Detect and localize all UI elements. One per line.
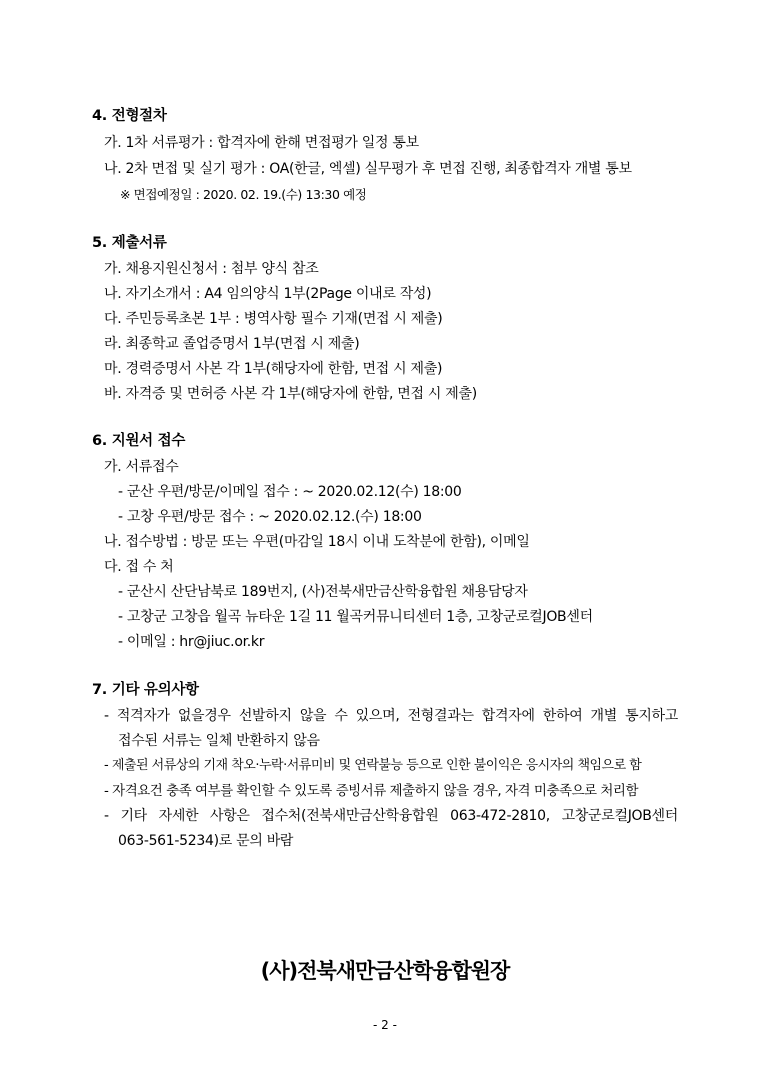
section-7-item-4: - 기타 자세한 사항은 접수처(전북새만금산학융합원 063-472-2810, 고창군로컬JOB센터 <box>104 808 678 824</box>
section-5-item-2: 나. 자기소개서 : A4 임의양식 1부(2Page 이내로 작성) <box>104 286 432 302</box>
section-6-item-a: 가. 서류접수 <box>104 459 179 475</box>
section-7-item-2: - 제출된 서류상의 기재 착오·누락·서류미비 및 연락불능 등으로 인한 불이익은 응시자의 책임으로 함 <box>104 758 642 773</box>
section-6-email: - 이메일 : hr@jiuc.or.kr <box>118 634 265 650</box>
section-6-heading: 6. 지원서 접수 <box>92 433 186 449</box>
section-6-a-sub-2: - 고창 우편/방문 접수 : ~ 2020.02.12.(수) 18:00 <box>118 509 422 525</box>
section-7-item-1-cont: 접수된 서류는 일체 반환하지 않음 <box>118 733 320 749</box>
issuer-signature: (사)전북새만금산학융합원장 <box>260 959 510 983</box>
section-7-item-3: - 자격요건 충족 여부를 확인할 수 있도록 증빙서류 제출하지 않을 경우, 자격 미충족으로 처리함 <box>104 783 639 799</box>
section-5-item-4: 라. 최종학교 졸업증명서 1부(면접 시 제출) <box>104 336 360 352</box>
section-5-heading: 5. 제출서류 <box>92 235 167 251</box>
page-number: - 2 - <box>373 1018 397 1032</box>
section-5-item-5: 마. 경력증명서 사본 각 1부(해당자에 한함, 면접 시 제출) <box>104 361 443 377</box>
section-6-a-sub-1: - 군산 우편/방문/이메일 접수 : ~ 2020.02.12(수) 18:00 <box>118 484 462 500</box>
section-6-c-sub-2: - 고창군 고창읍 월곡 뉴타운 1길 11 월곡커뮤니티센터 1층, 고창군로컬JOB센터 <box>118 609 593 625</box>
section-4-item-1: 가. 1차 서류평가 : 합격자에 한해 면접평가 일정 통보 <box>104 135 419 151</box>
section-7-item-1: - 적격자가 없을경우 선발하지 않을 수 있으며, 전형결과는 합격자에 한하여 개별 통지하고 <box>104 708 678 724</box>
section-5-item-6: 바. 자격증 및 면허증 사본 각 1부(해당자에 한함, 면접 시 제출) <box>104 386 477 402</box>
section-4-heading: 4. 전형절차 <box>92 108 167 124</box>
section-5-item-1: 가. 채용지원신청서 : 첨부 양식 참조 <box>104 261 319 277</box>
section-5-item-3: 다. 주민등록초본 1부 : 병역사항 필수 기재(면접 시 제출) <box>104 311 443 327</box>
section-7-item-4-cont: 063-561-5234)로 문의 바람 <box>118 833 294 849</box>
section-4-item-2: 나. 2차 면접 및 실기 평가 : OA(한글, 엑셀) 실무평가 후 면접 진행, 최종합격자 개별 통보 <box>104 161 632 177</box>
section-6-item-b: 나. 접수방법 : 방문 또는 우편(마감일 18시 이내 도착분에 한함), 이메일 <box>104 534 530 550</box>
section-7-heading: 7. 기타 유의사항 <box>92 682 199 698</box>
section-6-c-sub-1: - 군산시 산단남북로 189번지, (사)전북새만금산학융합원 채용담당자 <box>118 584 528 600</box>
section-6-item-c: 다. 접 수 처 <box>104 559 174 575</box>
interview-date-note: ※ 면접예정일 : 2020. 02. 19.(수) 13:30 예정 <box>120 187 367 202</box>
